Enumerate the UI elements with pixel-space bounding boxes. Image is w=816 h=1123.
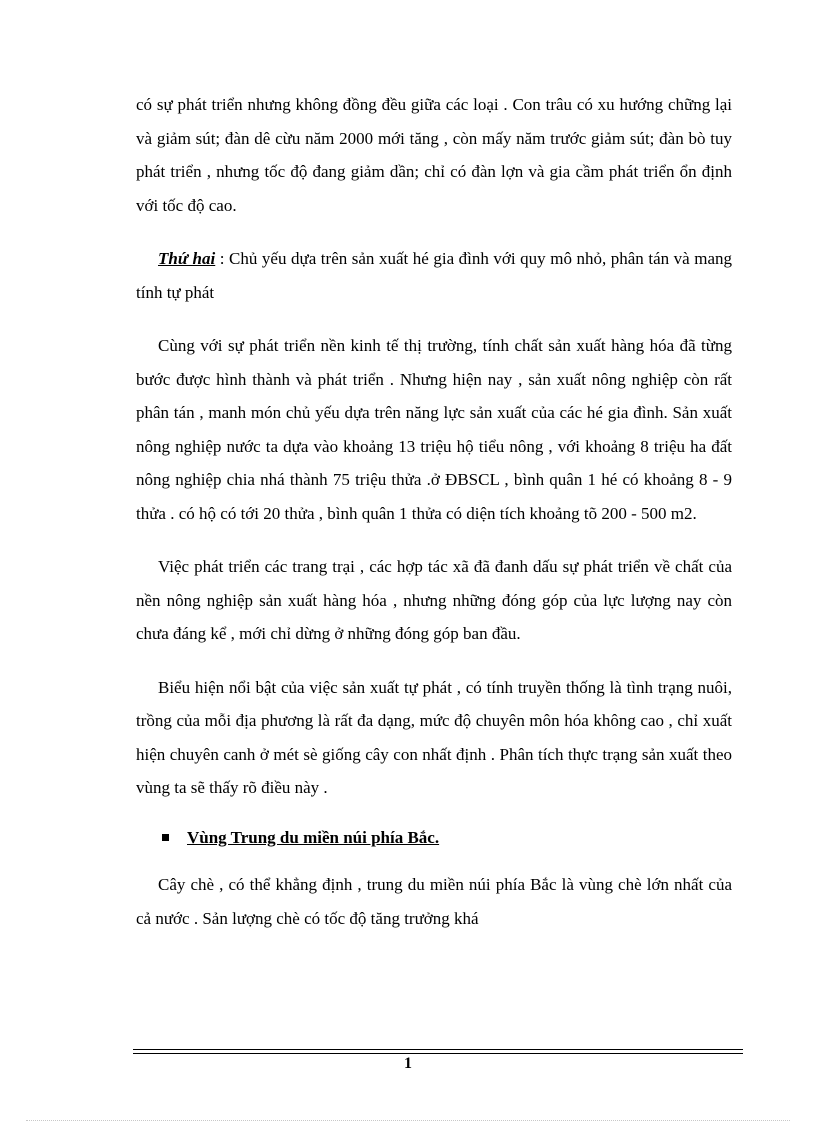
footer-double-rule bbox=[133, 1049, 743, 1054]
section-heading-text: Vùng Trung du miền núi phía Bắc. bbox=[187, 827, 440, 847]
square-bullet-icon bbox=[162, 834, 169, 841]
page-number: 1 bbox=[404, 1055, 412, 1072]
paragraph-market-economy: Cùng với sự phát triển nền kinh tế thị trường, tính chất sản xuất hàng hóa đã từng bước được hình thành và phát triển . Nhưng hiện nay , sản xuất nông nghiệp còn rất phân tán , manh món chủ yếu dựa trên năng lực sản xuất của các hé gia đình. Sản xuất nông nghiệp nước ta dựa vào khoảng 13 triệu hộ tiểu nông , với khoảng 8 triệu ha đất nông nghiệp chia nhá thành 75 triệu thửa .ở ĐBSCL , bình quân 1 hé có khoảng 8 - 9 thửa . có hộ có tới 20 thửa , bình quân 1 thửa có diện tích khoảng tõ 200 - 500 m2. bbox=[136, 336, 732, 523]
paragraph-spontaneous-production: Biểu hiện nổi bật của việc sản xuất tự phát , có tính truyền thống là tình trạng nuôi, trồng của mỗi địa phương là rất đa dạng, mức độ chuyên môn hóa không cao , chỉ xuất hiện chuyên canh ở mét sè giống cây con nhất định . Phân tích thực trạng sản xuất theo vùng ta sẽ thấy rõ điều này . bbox=[136, 677, 732, 797]
second-point-label: Thứ hai bbox=[158, 249, 216, 268]
page-bottom-dotted-line bbox=[26, 1120, 790, 1121]
paragraph-second-point bbox=[136, 242, 732, 309]
paragraph-tea-region: Cây chè , có thể khẳng định , trung du miền núi phía Bắc là vùng chè lớn nhất của cả nước . Sản lượng chè có tốc độ tăng trưởng khá bbox=[136, 875, 732, 928]
paragraph-livestock-development: có sự phát triển nhưng không đồng đều giữa các loại . Con trâu có xu hướng chững lại và giảm sút; đàn dê cừu năm 2000 mới tăng , còn mấy năm trước giảm sút; đàn bò tuy phát triển , nhưng tốc độ đang giảm dần; chỉ có đàn lợn và gia cầm phát triển ổn định với tốc độ cao. bbox=[136, 95, 732, 215]
paragraph-farms-cooperatives: Việc phát triển các trang trại , các hợp tác xã đã đanh dấu sự phát triển về chất của nền nông nghiệp sản xuất hàng hóa , nhưng những đóng góp của lực lượng nay còn chưa đáng kể , mới chỉ dừng ở những đóng góp ban đầu. bbox=[136, 557, 732, 643]
section-heading bbox=[136, 821, 732, 855]
page-content bbox=[136, 88, 732, 935]
second-point-text: : Chủ yếu dựa trên sản xuất hé gia đình với quy mô nhỏ, phân tán và mang tính tự phát bbox=[136, 249, 733, 302]
